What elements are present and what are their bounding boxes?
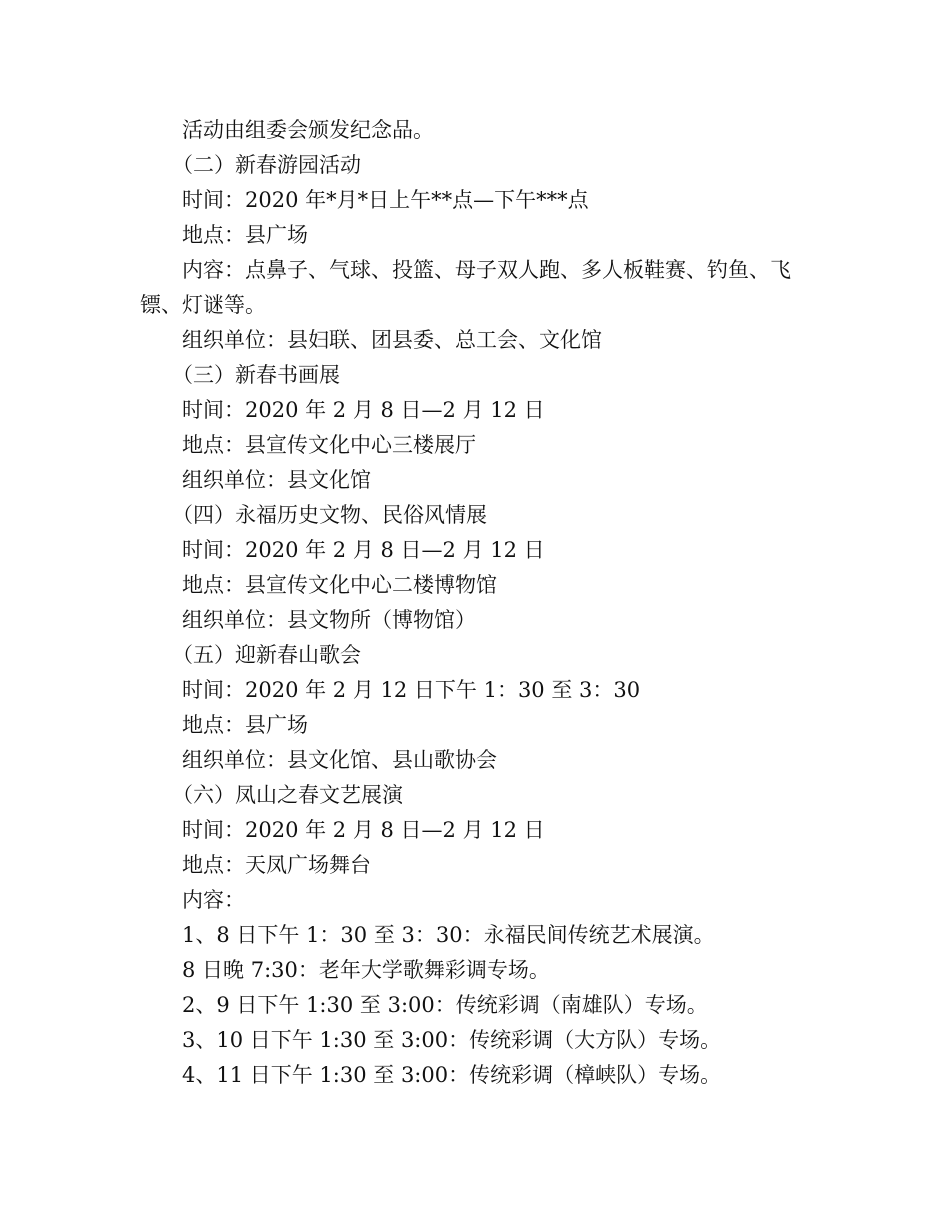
text-line: 地点：县宣传文化中心三楼展厅 [182, 433, 476, 457]
text-line: 2、9 日下午 1:30 至 3:00：传统彩调（南雄队）专场。 [182, 993, 708, 1017]
text-line: 时间：2020 年 2 月 8 日—2 月 12 日 [182, 818, 545, 842]
text-line: 组织单位：县妇联、团县委、总工会、文化馆 [182, 328, 602, 352]
text-line: 地点：县广场 [182, 223, 308, 247]
text-line: 1、8 日下午 1：30 至 3：30：永福民间传统艺术展演。 [182, 923, 715, 947]
section-heading: （三）新春书画展 [172, 363, 340, 387]
text-line: 时间：2020 年*月*日上午**点—下午***点 [182, 188, 589, 212]
text-line: 内容： [182, 888, 245, 912]
text-line-continuation: 镖、灯谜等。 [140, 293, 266, 317]
text-line: 活动由组委会颁发纪念品。 [182, 118, 434, 142]
text-line: 地点：天凤广场舞台 [182, 853, 371, 877]
document-body [140, 113, 820, 1093]
text-line: 4、11 日下午 1:30 至 3:00：传统彩调（樟峡队）专场。 [182, 1063, 722, 1087]
text-line: 时间：2020 年 2 月 12 日下午 1：30 至 3：30 [182, 678, 641, 702]
text-line: 3、10 日下午 1:30 至 3:00：传统彩调（大方队）专场。 [182, 1028, 722, 1052]
section-heading: （二）新春游园活动 [172, 153, 361, 177]
text-line: 地点：县宣传文化中心二楼博物馆 [182, 573, 497, 597]
section-heading: （五）迎新春山歌会 [172, 643, 361, 667]
section-heading: （六）凤山之春文艺展演 [172, 783, 403, 807]
text-line: 地点：县广场 [182, 713, 308, 737]
text-line: 时间：2020 年 2 月 8 日—2 月 12 日 [182, 398, 545, 422]
text-line: 内容：点鼻子、气球、投篮、母子双人跑、多人板鞋赛、钓鱼、飞 [182, 258, 791, 282]
text-line: 组织单位：县文化馆 [182, 468, 371, 492]
text-line: 组织单位：县文化馆、县山歌协会 [182, 748, 497, 772]
text-line: 时间：2020 年 2 月 8 日—2 月 12 日 [182, 538, 545, 562]
text-line: 8 日晚 7:30：老年大学歌舞彩调专场。 [182, 958, 550, 982]
section-heading: （四）永福历史文物、民俗风情展 [172, 503, 487, 527]
text-line: 组织单位：县文物所（博物馆） [182, 608, 476, 632]
